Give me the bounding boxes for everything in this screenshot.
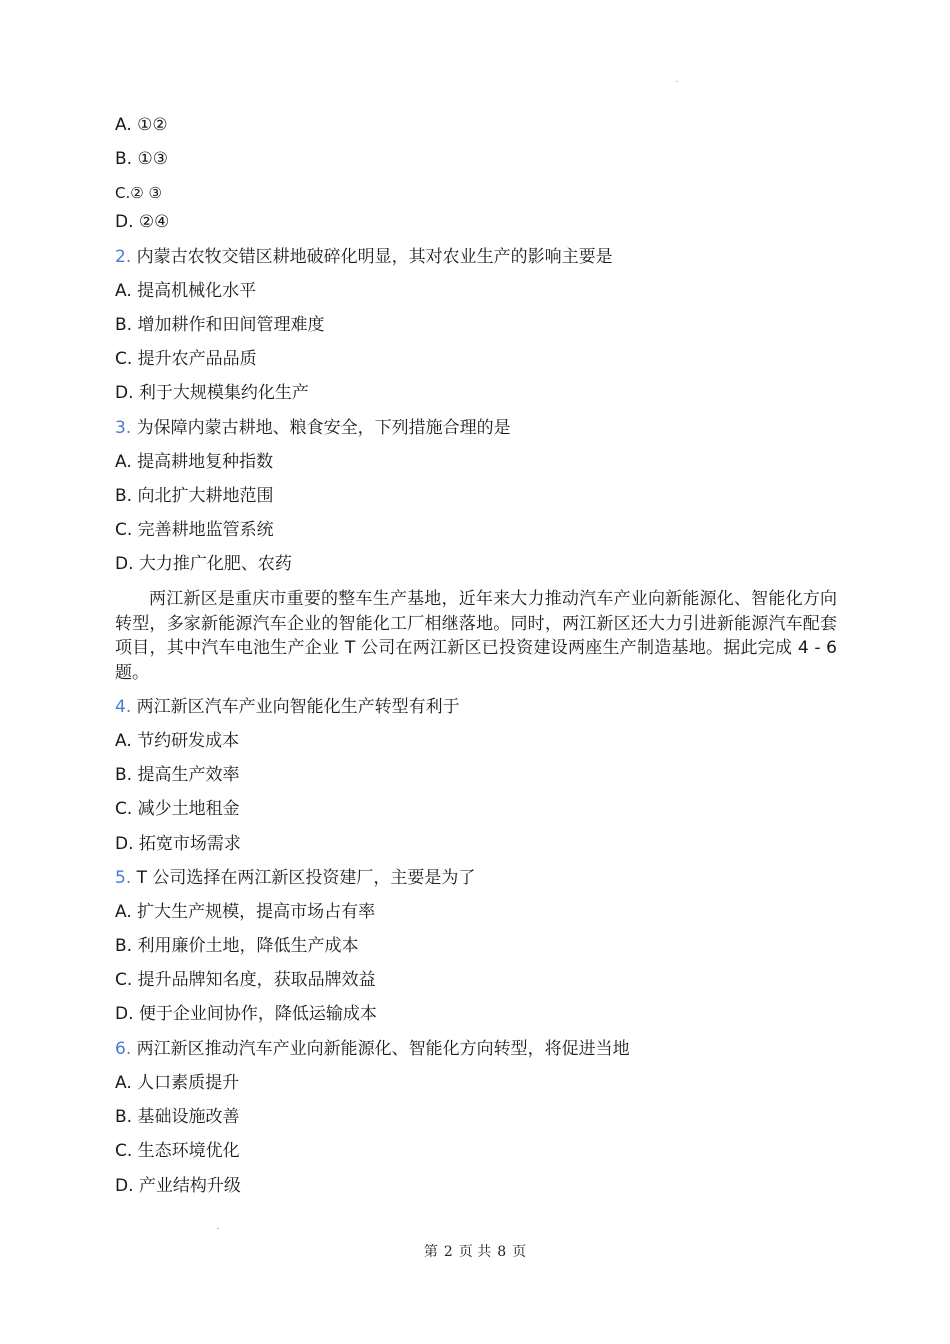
q2-option-d: D. 利于大规模集约化生产 [115, 383, 309, 403]
q6-option-c: C. 生态环境优化 [115, 1141, 240, 1161]
reading-passage: 两江新区是重庆市重要的整车生产基地，近年来大力推动汽车产业向新能源化、智能化方向转型，多家新能源汽车企业的智能化工厂相继落地。同时，两江新区还大力引进新能源汽车配套项目，其中汽车电池生产企业 T 公司在两江新区已投资建设两座生产制造基地。据此完成 4 - 6 题。 [115, 589, 837, 683]
footer-suffix: 页 [512, 1244, 527, 1260]
page-total: 8 [497, 1244, 507, 1260]
q5-option-d: D. 便于企业间协作，降低运输成本 [115, 1004, 377, 1024]
question-stem: T 公司选择在两江新区投资建厂，主要是为了 [136, 868, 476, 888]
question-number: 3. [115, 418, 132, 438]
question-5 [115, 866, 475, 890]
question-stem: 为保障内蒙古耕地、粮食安全，下列措施合理的是 [136, 418, 511, 438]
q5-option-c: C. 提升品牌知名度，获取品牌效益 [115, 970, 376, 990]
q4-option-c: C. 减少土地租金 [115, 799, 240, 819]
footer-prefix: 第 [423, 1244, 438, 1260]
q3-option-c: C. 完善耕地监管系统 [115, 520, 274, 540]
page-number: 2 [443, 1244, 453, 1260]
scan-speck [676, 81, 678, 82]
scan-speck [217, 1228, 219, 1229]
q1-option-a: A. ①② [115, 115, 168, 135]
q1-option-c: C.② ③ [115, 184, 162, 202]
footer-middle: 页 共 [458, 1244, 492, 1260]
question-number: 6. [115, 1039, 132, 1059]
question-4 [115, 695, 460, 719]
q2-option-a: A. 提高机械化水平 [115, 281, 257, 301]
question-number: 5. [115, 868, 132, 888]
q4-option-b: B. 提高生产效率 [115, 765, 240, 785]
q2-option-c: C. 提升农产品品质 [115, 349, 257, 369]
q4-option-d: D. 拓宽市场需求 [115, 834, 241, 854]
q1-option-b: B. ①③ [115, 149, 168, 169]
question-6 [115, 1037, 630, 1061]
question-stem: 两江新区汽车产业向智能化生产转型有利于 [136, 697, 460, 717]
page-footer [0, 1242, 950, 1262]
question-number: 2. [115, 247, 132, 267]
q3-option-b: B. 向北扩大耕地范围 [115, 486, 274, 506]
q5-option-a: A. 扩大生产规模，提高市场占有率 [115, 902, 376, 922]
question-2 [115, 245, 613, 269]
question-number: 4. [115, 697, 132, 717]
q3-option-d: D. 大力推广化肥、农药 [115, 554, 292, 574]
q3-option-a: A. 提高耕地复种指数 [115, 452, 274, 472]
question-stem: 内蒙古农牧交错区耕地破碎化明显，其对农业生产的影响主要是 [136, 247, 613, 267]
q1-option-d: D. ②④ [115, 212, 170, 232]
q6-option-b: B. 基础设施改善 [115, 1107, 240, 1127]
q5-option-b: B. 利用廉价土地，降低生产成本 [115, 936, 359, 956]
q6-option-a: A. 人口素质提升 [115, 1073, 240, 1093]
question-3 [115, 416, 511, 440]
q4-option-a: A. 节约研发成本 [115, 731, 240, 751]
q2-option-b: B. 增加耕作和田间管理难度 [115, 315, 325, 335]
q6-option-d: D. 产业结构升级 [115, 1176, 241, 1196]
question-stem: 两江新区推动汽车产业向新能源化、智能化方向转型，将促进当地 [136, 1039, 630, 1059]
